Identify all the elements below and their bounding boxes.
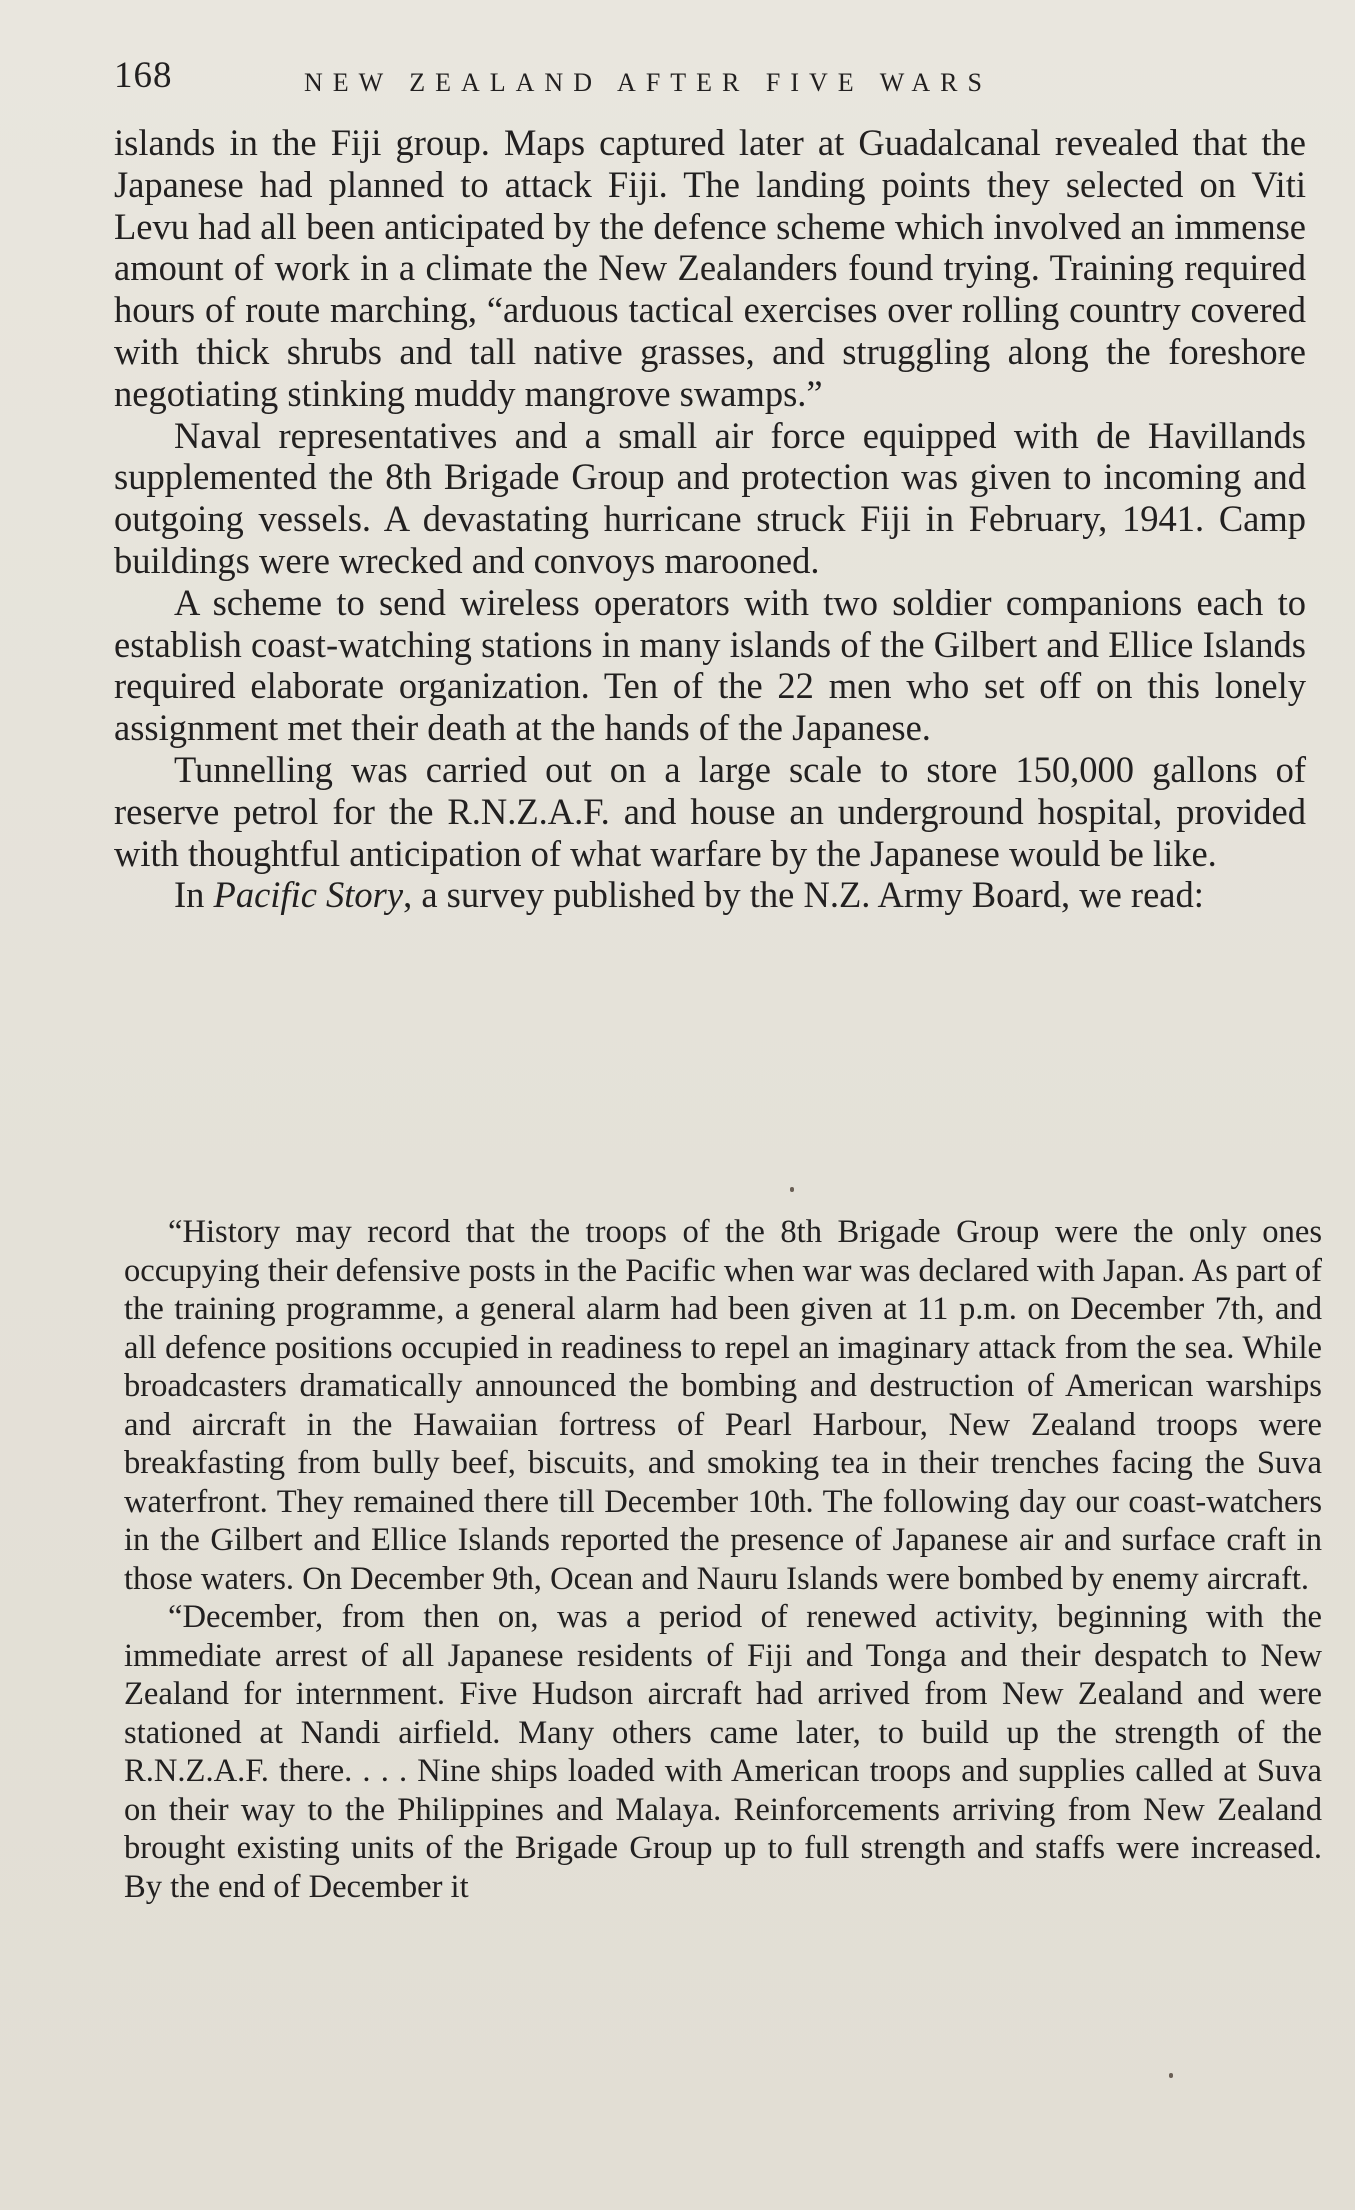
quote-paragraph: “December, from then on, was a period of renewed activity, beginning with the immediate arrest of all Japanese residents of Fiji and Tonga and their despatch to New Zealand for internment. Five Hudson aircraft had arrived from New Zealand and were stationed at Nandi airfield. Many others came later, to build up the strength of the R.N.Z.A.F. there. . . . Nine ships loaded with American troops and supplies called at Suva on their way to the Philippines and Malaya. Reinforcements arriving from New Zealand brought existing units of the Brigade Group up to full strength and staffs were increased. By the end of December it bbox=[124, 1599, 1322, 1905]
running-title: NEW ZEALAND AFTER FIVE WARS bbox=[304, 68, 992, 97]
body-paragraph: A scheme to send wireless operators with two soldier companions each to establish coast-watching stations in many islands of the Gilbert and Ellice Islands required elaborate organization. Ten of the 22 men who set off on this lonely assignment met their death at the hands of the Japanese. bbox=[114, 581, 1306, 749]
book-title-pacific-story: Pacific Story bbox=[213, 874, 404, 916]
running-head bbox=[114, 54, 1314, 104]
print-speck bbox=[790, 1187, 794, 1192]
body-text bbox=[114, 122, 1306, 916]
intro-prefix: In bbox=[174, 874, 214, 916]
quote-paragraph: “History may record that the troops of the 8th Brigade Group were the only ones occupying their defensive posts in the Pacific when war was declared with Japan. As part of the training programme, a general alarm had been given at 11 p.m. on December 7th, and all defence positions occupied in readiness to repel an imaginary attack from the sea. While broadcasters dramatically announced the bombing and destruction of American warships and aircraft in the Hawaiian fortress of Pearl Harbour, New Zealand troops were breakfasting from bully beef, biscuits, and smoking tea in their trenches facing the Suva waterfront. They remained there till December 10th. The following day our coast-watchers in the Gilbert and Ellice Islands reported the presence of Japanese air and surface craft in those waters. On December 9th, Ocean and Nauru Islands were bombed by enemy aircraft. bbox=[124, 1214, 1322, 1597]
print-speck bbox=[1169, 2073, 1173, 2078]
intro-suffix: , a survey published by the N.Z. Army Board, we read: bbox=[403, 874, 1204, 916]
block-quotation bbox=[124, 1213, 1322, 1906]
body-paragraph: islands in the Fiji group. Maps captured later at Guadalcanal revealed that the Japanese had planned to attack Fiji. The landing points they selected on Viti Levu had all been anticipated by the defence scheme which involved an immense amount of work in a climate the New Zealanders found trying. Training required hours of route marching, “arduous tactical exercises over rolling country covered with thick shrubs and tall native grasses, and struggling along the foreshore negotiating stinking muddy mangrove swamps.” bbox=[114, 122, 1306, 414]
body-paragraph-intro bbox=[114, 874, 1306, 916]
page-number: 168 bbox=[114, 55, 173, 96]
body-paragraph: Tunnelling was carried out on a large scale to store 150,000 gallons of reserve petrol for the R.N.Z.A.F. and house an underground hospital, provided with thoughtful anticipation of what warfare by the Japanese would be like. bbox=[114, 748, 1306, 874]
body-paragraph: Naval representatives and a small air force equipped with de Havillands supplemented the 8th Brigade Group and protection was given to incoming and outgoing vessels. A devastating hurricane struck Fiji in February, 1941. Camp buildings were wrecked and convoys marooned. bbox=[114, 414, 1306, 581]
